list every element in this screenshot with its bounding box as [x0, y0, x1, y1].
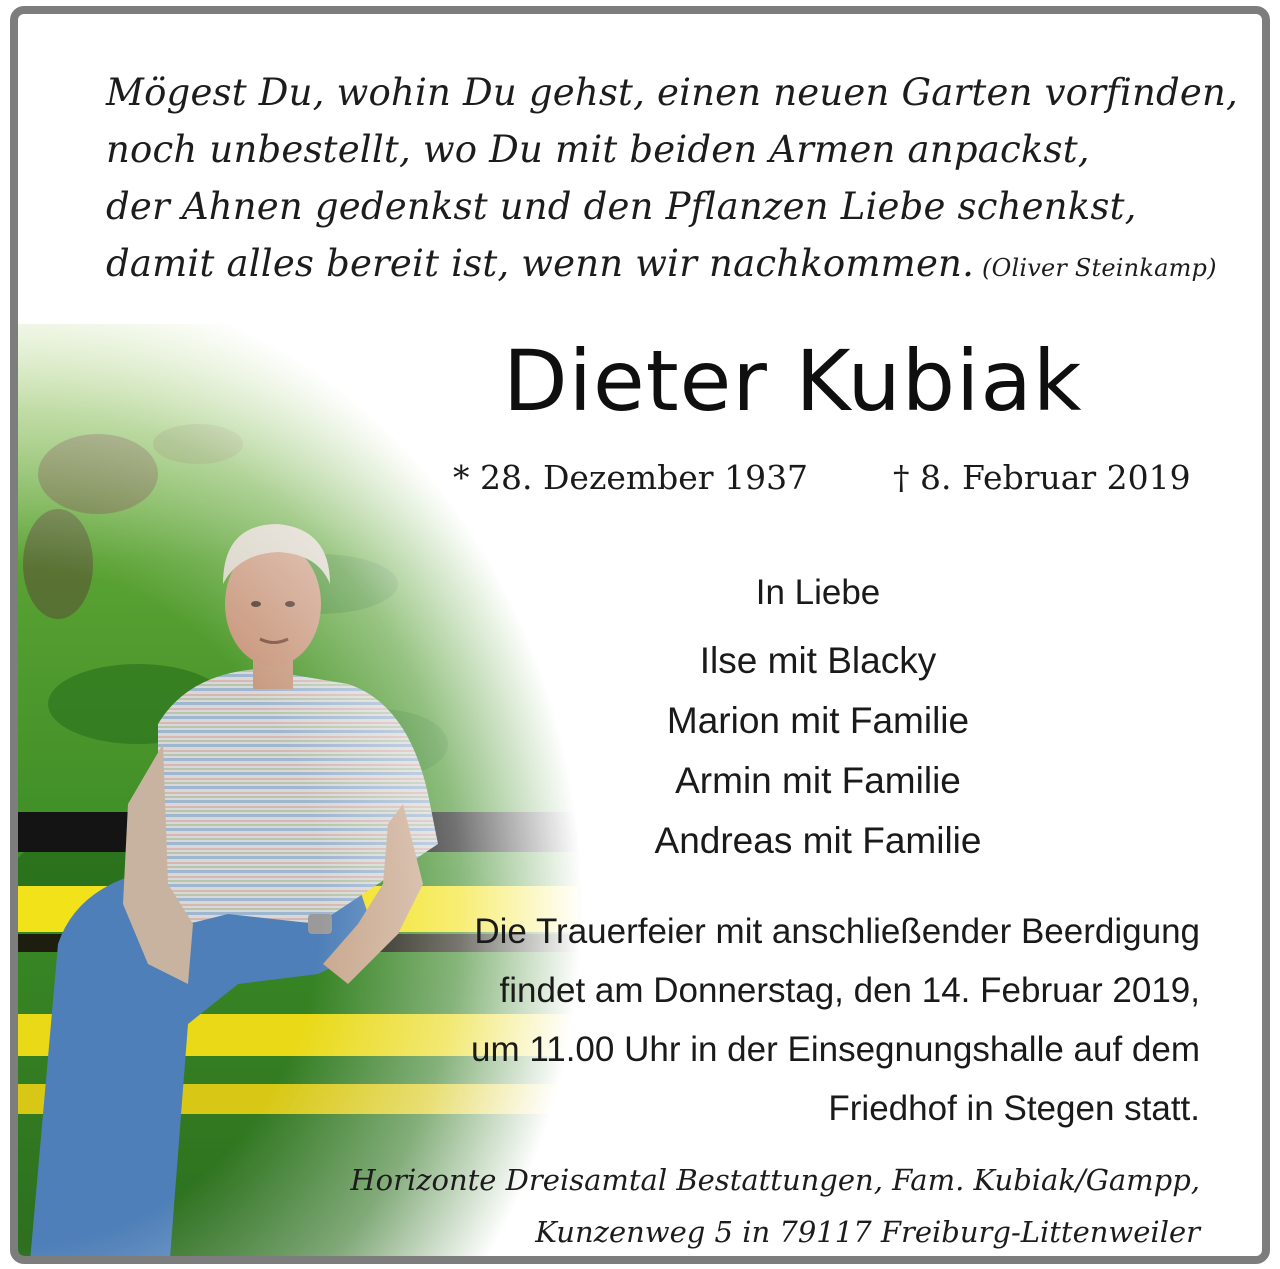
undertaker-line: Kunzenweg 5 in 79117 Freiburg-Littenweiler — [535, 1215, 1200, 1249]
poem-line: Mögest Du, wohin Du gehst, einen neuen Garten vorfinden, — [106, 71, 1238, 114]
service-line: Friedhof in Stegen statt. — [828, 1089, 1200, 1128]
death-date: † 8. Februar 2019 — [893, 458, 1191, 497]
family-heading: In Liebe — [755, 573, 881, 612]
birth-date: * 28. Dezember 1937 — [453, 458, 809, 497]
undertaker-line: Horizonte Dreisamtal Bestattungen, Fam. Kubiak/Gampp, — [350, 1163, 1200, 1197]
family-member: Marion mit Familie — [666, 700, 970, 741]
service-line: findet am Donnerstag, den 14. Februar 2019, — [499, 971, 1200, 1010]
undertaker-info — [300, 1154, 1200, 1258]
family-member: Andreas mit Familie — [654, 820, 982, 861]
family-member: Ilse mit Blacky — [699, 640, 937, 681]
family-section — [538, 569, 1098, 871]
wristwatch — [308, 914, 332, 934]
poem-line-last — [106, 235, 1226, 297]
poem-line: der Ahnen gedenkst und den Pflanzen Liebe schenkst, — [106, 185, 1137, 228]
poem — [106, 64, 1238, 297]
poem-line: noch unbestellt, wo Du mit beiden Armen anpackst, — [106, 128, 1090, 171]
poem-line-text: damit alles bereit ist, wenn wir nachkommen. — [106, 242, 975, 285]
right-eye — [285, 601, 295, 607]
family-member: Armin mit Familie — [675, 760, 961, 801]
deceased-name: Dieter Kubiak — [503, 332, 1083, 430]
service-line: Die Trauerfeier mit anschließender Beerdigung — [474, 912, 1200, 951]
poem-author: (Oliver Steinkamp) — [982, 254, 1217, 282]
service-line: um 11.00 Uhr in der Einsegnungshalle auf dem — [471, 1030, 1200, 1069]
left-eye — [251, 601, 261, 607]
service-notice — [420, 902, 1200, 1138]
obituary-frame — [10, 6, 1270, 1264]
